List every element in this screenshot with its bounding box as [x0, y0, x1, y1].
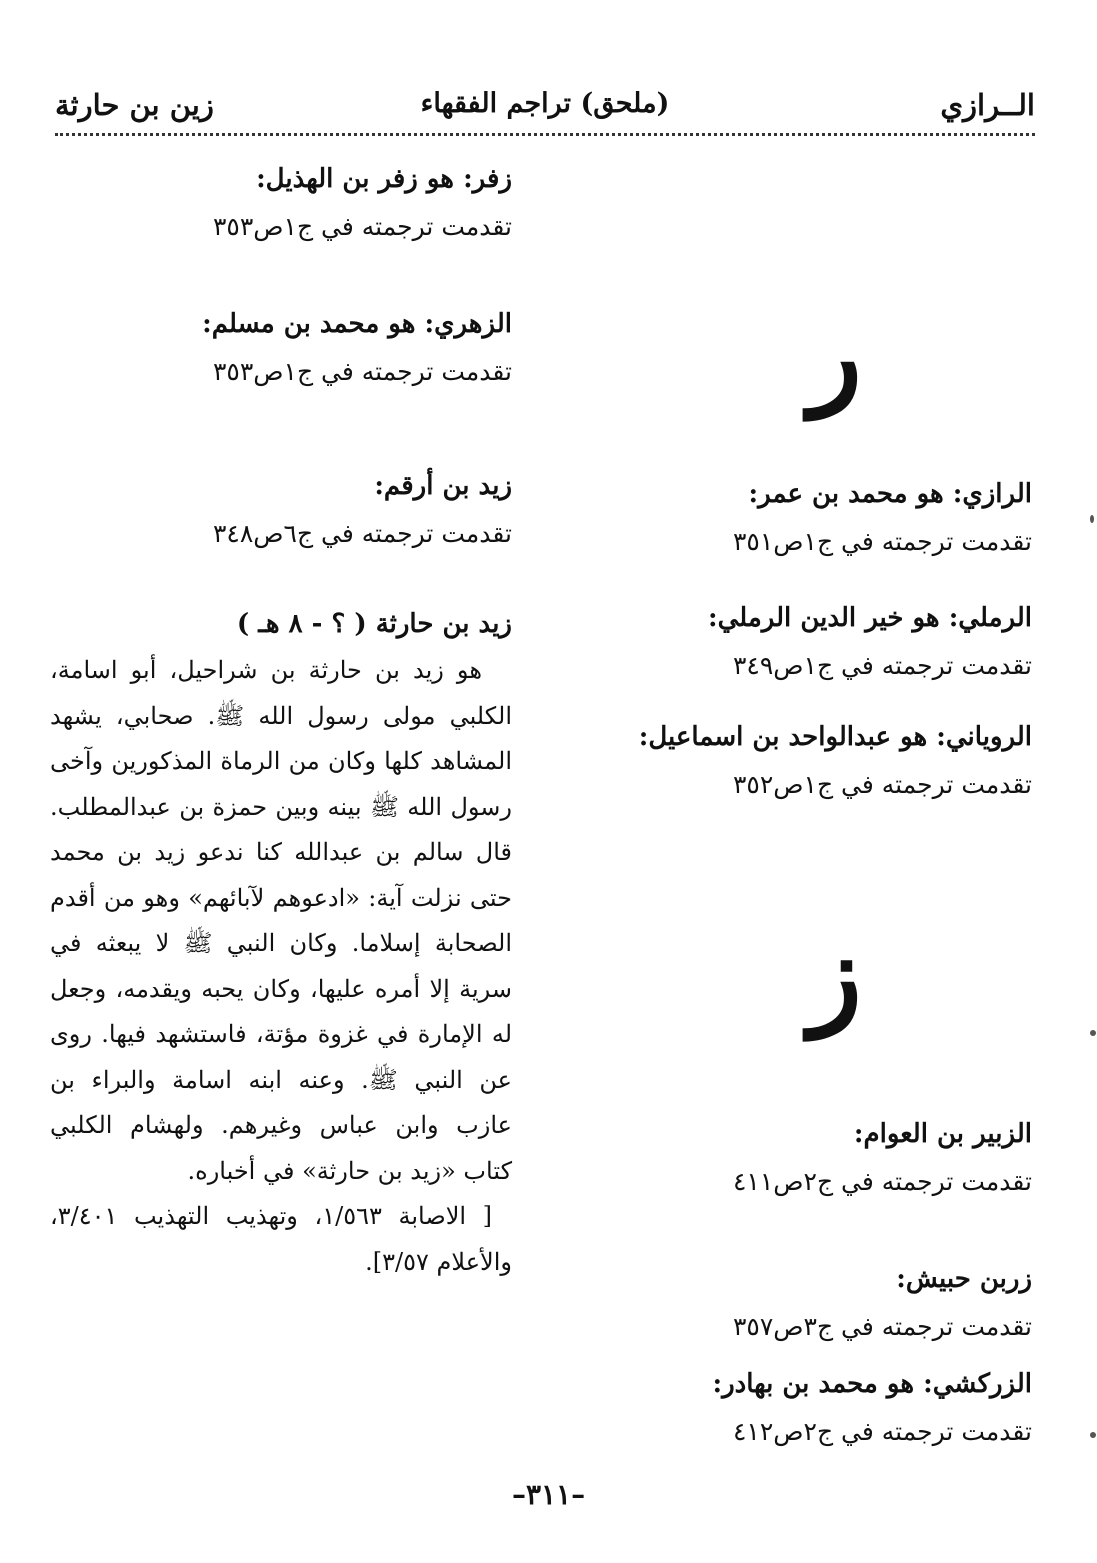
header-right-title: الــرازي [940, 88, 1035, 122]
entry-zayd-arqam [52, 462, 512, 558]
entry-reference: تقدمت ترجمته في ج١ص٣٤٩ [732, 651, 1032, 680]
entry-reference: تقدمت ترجمته في ج١ص٣٥٣ [212, 357, 512, 386]
entry-name: زربن حبيش: [896, 1264, 1032, 1294]
entry-reference: تقدمت ترجمته في ج٣ص٣٥٧ [732, 1312, 1032, 1341]
entry-name: زفر: هو زفر بن الهذيل: [256, 164, 512, 194]
entry-name: الزبير بن العوام: [853, 1119, 1032, 1149]
entry-reference: تقدمت ترجمته في ج١ص٣٥٣ [212, 212, 512, 241]
entry-reference: تقدمت ترجمته في ج٦ص٣٤٨ [212, 519, 512, 548]
left-column [52, 0, 512, 1470]
entry-name: الروياني: هو عبدالواحد بن اسماعيل: [638, 722, 1032, 752]
entry-name: الرازي: هو محمد بن عمر: [748, 479, 1032, 509]
entry-name: زيد بن أرقم: [374, 471, 512, 501]
entry-reference: تقدمت ترجمته في ج٢ص٤١٢ [732, 1417, 1032, 1446]
header-center-title: (ملحق) تراجم الفقهاء [420, 88, 670, 119]
biography-references: [ الاصابة ١/٥٦٣، وتهذيب التهذيب ٣/٤٠١، والأعلام ٣/٥٧]. [50, 1202, 512, 1276]
entry-zirr [592, 1255, 1032, 1351]
biography-body: هو زيد بن حارثة بن شراحيل، أبو اسامة، الكلبي مولى رسول الله ﷺ. صحابي، يشهد المشاهد كلها وكان من الرماة المذكورين وآخى رسول الله ﷺ بينه وبين حمزة بن عبدالمطلب. قال سالم بن عبدالله كنا ندعو زيد بن محمد حتى نزلت آية: «ادعوهم لآبائهم» وهو من أقدم الصحابة إسلاما. وكان النبي ﷺ لا يبعثه في سرية إلا أمره عليها، وكان يحبه ويقدمه، وجعل له الإمارة في غزوة مؤتة، فاستشهد فيها. روى عن النبي ﷺ. وعنه ابنه اسامة والبراء بن عازب وابن عباس وغيرهم. ولهشام الكلبي كتاب «زيد بن حارثة» في أخباره. [50, 656, 512, 1185]
entry-ruyani [592, 713, 1032, 809]
scan-speck [1090, 515, 1094, 523]
biography-zayd-haritha [50, 600, 512, 1285]
entry-name: الزهري: هو محمد بن مسلم: [202, 309, 512, 339]
entry-reference: تقدمت ترجمته في ج١ص٣٥١ [732, 527, 1032, 556]
entry-reference: تقدمت ترجمته في ج٢ص٤١١ [732, 1167, 1032, 1196]
scan-speck [1090, 1432, 1096, 1438]
page-number: –٣١١– [511, 1478, 586, 1511]
entry-name: الرملي: هو خير الدين الرملي: [707, 603, 1032, 633]
header-left-title: زين بن حارثة [55, 88, 214, 122]
scan-speck [1090, 1030, 1096, 1036]
entry-zufar [52, 155, 512, 251]
entry-reference: تقدمت ترجمته في ج١ص٣٥٢ [732, 770, 1032, 799]
section-letter-zay: ز [808, 910, 862, 1039]
entry-ramli [592, 594, 1032, 690]
biography-title: زيد بن حارثة ( ؟ - ٨ هـ ) [236, 609, 512, 639]
entry-zubayr [592, 1110, 1032, 1206]
entry-razi [592, 470, 1032, 566]
entry-zuhri [52, 300, 512, 396]
section-letter-ra: ر [808, 290, 862, 419]
entry-name: الزركشي: هو محمد بن بهادر: [712, 1369, 1032, 1399]
right-column [592, 0, 1032, 1470]
entry-zarkashi [592, 1360, 1032, 1456]
